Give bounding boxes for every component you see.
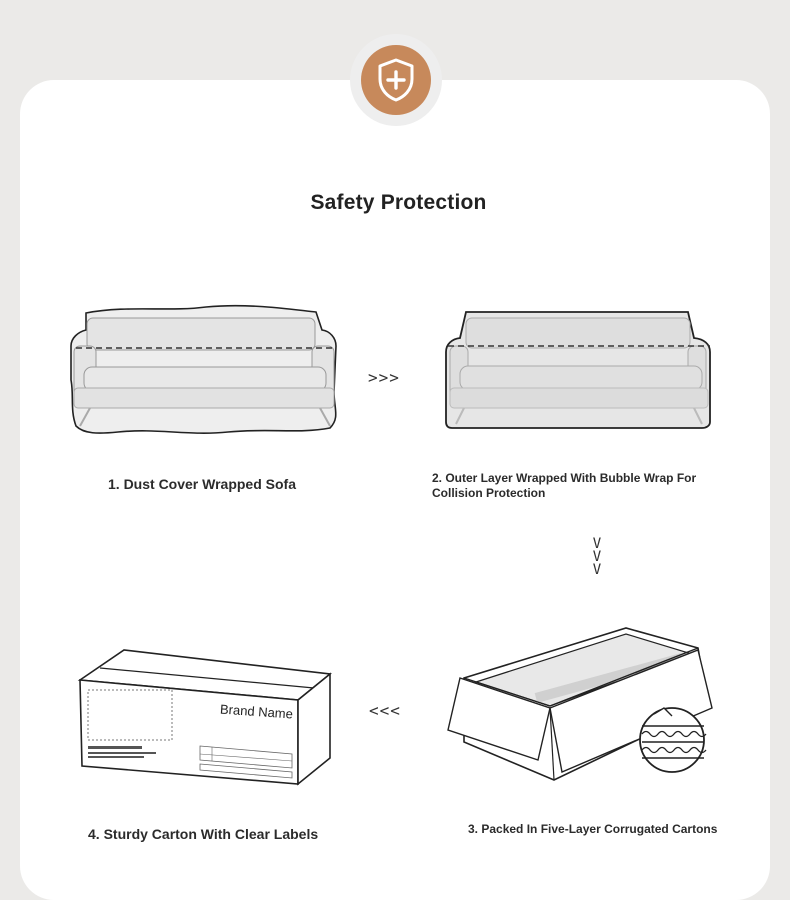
labeled-carton-icon	[78, 648, 334, 788]
bubble-wrap-sofa-icon	[444, 308, 714, 430]
flow-arrow-down: V V V	[592, 536, 602, 578]
step-1-caption: 1. Dust Cover Wrapped Sofa	[108, 476, 297, 492]
shield-plus-icon	[375, 57, 417, 103]
step-4-caption: 4. Sturdy Carton With Clear Labels	[88, 826, 319, 842]
open-carton-icon	[446, 626, 714, 784]
page-title: Safety Protection	[310, 191, 487, 214]
flow-arrow-left: <<<	[369, 701, 401, 720]
carton-brand-label: Brand Name	[219, 701, 294, 722]
step-3-caption: 3. Packed In Five-Layer Corrugated Cartons	[468, 822, 718, 836]
flow-arrow-right: >>>	[368, 368, 400, 387]
step-2-caption: 2. Outer Layer Wrapped With Bubble Wrap For Collision Protection	[432, 471, 697, 500]
dust-cover-sofa-icon	[68, 300, 343, 440]
